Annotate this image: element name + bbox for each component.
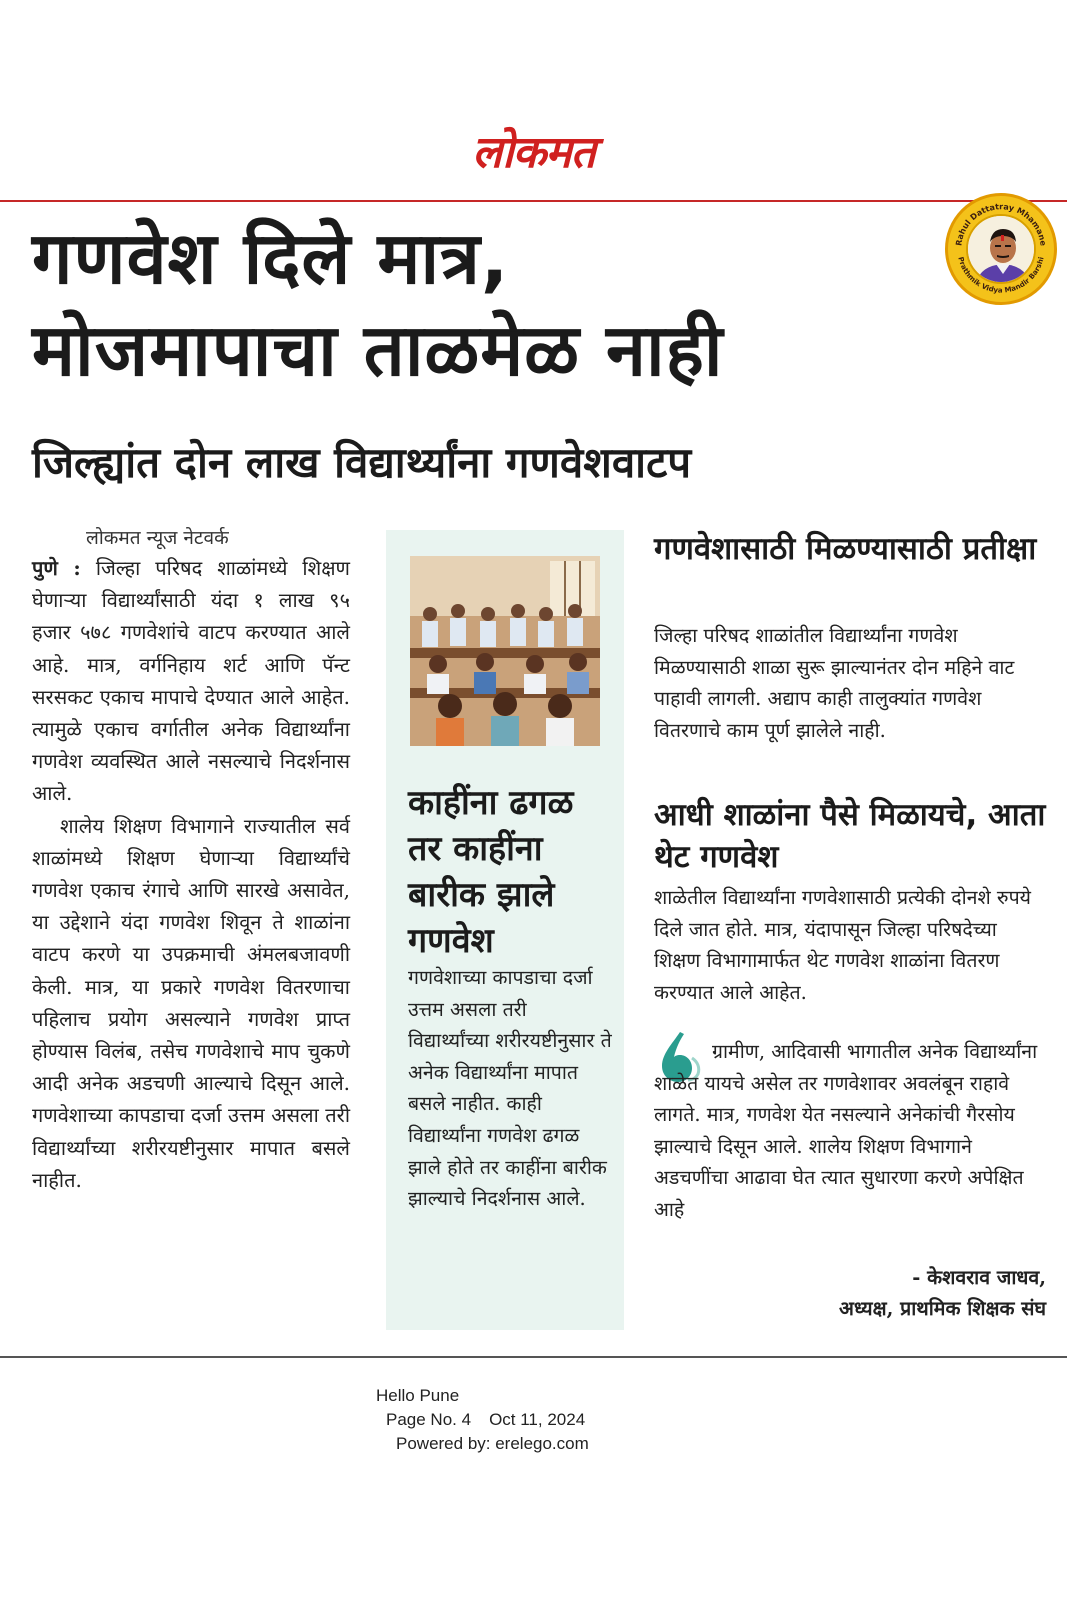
footer-powered: Powered by: erelego.com xyxy=(396,1434,589,1453)
quote-role: अध्यक्ष, प्राथमिक शिक्षक संघ xyxy=(839,1297,1046,1320)
article-paragraph-1 xyxy=(32,552,350,810)
sidebar-heading: काहींना ढगळ तर काहींना बारीक झाले गणवेश xyxy=(408,783,574,961)
footer-page-line xyxy=(376,1408,589,1432)
newspaper-logo: लोकमत xyxy=(472,127,595,178)
profile-badge xyxy=(945,193,1057,305)
main-article-column xyxy=(32,552,350,1196)
subheadline: जिल्ह्यांत दोन लाख विद्यार्थ्यांना गणवेशवाटप xyxy=(32,438,692,487)
bottom-divider xyxy=(0,1356,1067,1358)
article-paragraph-2: शालेय शिक्षण विभागाने राज्यातील सर्व शाळांमध्ये शिक्षण घेणाऱ्या विद्यार्थ्यांचे गणवेश एकाच रंगाचे आणि सारखे असावेत, या उद्देशाने यंदा गणवेश शिवून ते शाळांना वाटप करणे या उपक्रमाची अंमलबजावणी केली. मात्र, या प्रकारे गणवेश वितरणाचा पहिलाच प्रयोग असल्याने गणवेश प्राप्त होण्यास विलंब, तसेच गणवेशाचे माप चुकणे आदी अनेक अडचणी आल्याचे दिसून आले. गणवेशाच्या कापडाचा दर्जा उत्तम असला तरी विद्यार्थ्यांच्या शरीरयष्टीनुसार मापात बसले नाहीत. xyxy=(32,813,350,1192)
headline-line-2: मोजमापाचा ताळमेळ नाही xyxy=(32,308,724,392)
section-body-direct-uniform: शाळेतील विद्यार्थ्यांना गणवेशासाठी प्रत्येकी दोनशे रुपये दिले जात होते. मात्र, यंदापासून जिल्हा परिषदेच्या शिक्षण विभागामार्फत थेट गणवेश शाळांना वितरण करण्यात आले आहेत. xyxy=(654,886,1031,1004)
sidebar-box xyxy=(386,530,624,1330)
headline xyxy=(32,212,932,396)
page-footer xyxy=(376,1384,589,1456)
headline-line-1: गणवेश दिले मात्र, xyxy=(32,216,510,300)
footer-date: Oct 11, 2024 xyxy=(489,1410,586,1429)
footer-page: Page No. 4 xyxy=(386,1410,472,1429)
section-body-waiting: जिल्हा परिषद शाळांतील विद्यार्थ्यांना गणवेश मिळण्यासाठी शाळा सुरू झाल्यानंतर दोन महिने वाट पाहावी लागली. अद्याप काही तालुक्यांत गणवेश वितरणाचे काम पूर्ण झालेले नाही. xyxy=(654,624,1015,742)
quote-attribution xyxy=(654,1262,1046,1324)
svg-text:Rahul Dattatray Mhamane: Rahul Dattatray Mhamane xyxy=(954,202,1048,247)
section-title-waiting: गणवेशासाठी मिळण्यासाठी प्रतीक्षा xyxy=(654,531,1037,567)
pull-quote: ग्रामीण, आदिवासी भागातील अनेक विद्यार्थ्यांना शाळेत यायचे असेल तर गणवेशावर अवलंबून राहावे लागते. मात्र, गणवेश येत नसल्याने अनेकांची गैरसोय झाल्याचे दिसून आले. शालेय शिक्षण विभागाने अडचणींचा आढावा घेत त्यात सुधारणा करणे अपेक्षित आहे xyxy=(654,1040,1038,1221)
sidebar-body: गणवेशाच्या कापडाचा दर्जा उत्तम असला तरी विद्यार्थ्यांच्या शरीरयष्टीनुसार ते अनेक विद्यार्थ्यांना मापात बसले नाहीत. काही विद्यार्थ्यांना गणवेश ढगळ झाले होते तर काहींना बारीक झाल्याचे निदर्शनास आले. xyxy=(408,966,612,1211)
top-divider xyxy=(0,200,1067,202)
footer-source: Hello Pune xyxy=(376,1386,460,1405)
svg-text:Prathmik Vidya Mandir Barshi: Prathmik Vidya Mandir Barshi xyxy=(956,255,1046,295)
masthead xyxy=(0,120,1067,180)
classroom-image xyxy=(410,556,600,746)
classroom-photo xyxy=(410,556,600,746)
article-paragraph-1-text: जिल्हा परिषद शाळांमध्ये शिक्षण घेणाऱ्या विद्यार्थ्यांसाठी यंदा १ लाख ९५ हजार ५७८ गणवेशांचे वाटप करण्यात आले आहे. मात्र, वर्गनिहाय शर्ट आणि पॅन्ट सरसकट एकाच मापाचे देण्यात आले आहेत. त्यामुळे एकाच वर्गातील अनेक विद्यार्थ्यांना गणवेश व्यवस्थित आले नसल्याचे निदर्शनास आले. xyxy=(32,556,351,806)
quote-author: - केशवराव जाधव, xyxy=(912,1266,1046,1289)
section-title-direct-uniform: आधी शाळांना पैसे मिळायचे, आता थेट गणवेश xyxy=(654,797,1046,875)
byline: लोकमत न्यूज नेटवर्क xyxy=(86,527,229,549)
badge-portrait xyxy=(966,214,1036,284)
dateline: पुणे : xyxy=(32,556,81,580)
